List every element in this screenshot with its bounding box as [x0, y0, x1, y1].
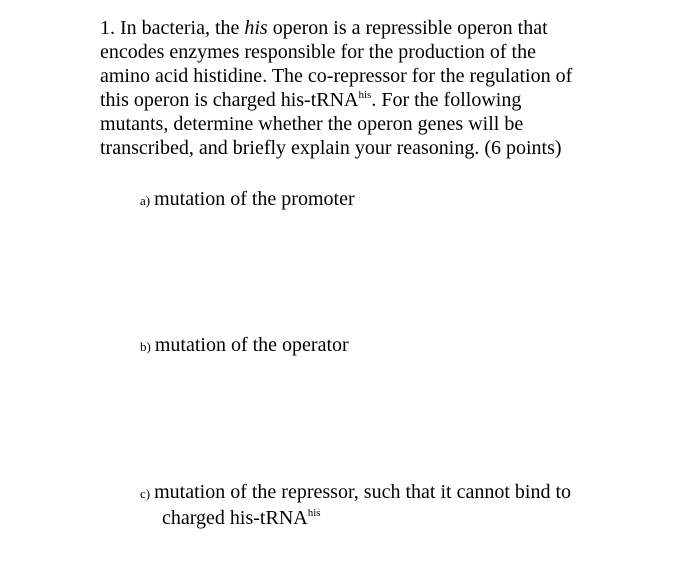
question-text: [100, 16, 620, 160]
part-c: [140, 480, 571, 530]
question-line: 1. In bacteria, the his operon is a repressible operon that: [100, 17, 548, 39]
question-line: mutants, determine whether the operon genes will be: [100, 113, 524, 135]
question-line: amino acid histidine. The co-repressor for the regulation of: [100, 65, 573, 87]
part-c-continuation: charged his-tRNA$^{his}$: [162, 507, 321, 529]
question-line: encodes enzymes responsible for the production of the: [100, 41, 536, 63]
part-a-text: mutation of the promoter: [154, 188, 355, 210]
part-a-label: a): [140, 193, 151, 208]
part-b: [140, 333, 349, 359]
superscript-his: his: [358, 89, 372, 101]
part-b-label: b): [140, 339, 151, 354]
part-c-text: mutation of the repressor, such that it cannot bind to: [154, 481, 571, 503]
gene-name-italic: his: [244, 17, 268, 39]
question-line: this operon is charged his-tRNA$^{his}$. For the following: [100, 89, 522, 111]
question-line: transcribed, and briefly explain your reasoning. (6 points): [100, 137, 562, 159]
superscript-his: his: [307, 507, 321, 519]
part-a: [140, 187, 355, 213]
part-c-label: c): [140, 486, 151, 501]
part-b-text: mutation of the operator: [154, 334, 349, 356]
